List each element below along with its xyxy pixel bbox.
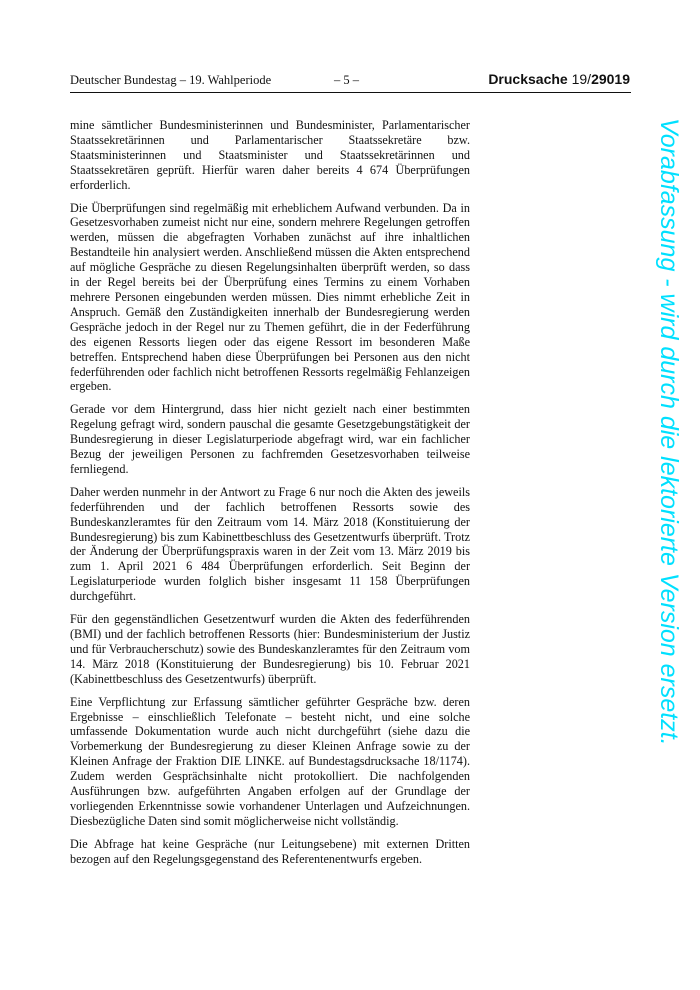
- paragraph-5: Für den gegenständlichen Gesetzentwurf wurden die Akten des federführenden (BMI) und der fachlich betroffenen Ressorts (hier: Bundesministerium der Justiz und für Verbraucherschutz) sowie des Bundeskanzleramtes für den Zeitraum vom 14. März 2018 (Konstituierung der Bundesregierung) bis 10. Februar 2021 (Kabinettbeschluss des Gesetzentwurfs) überprüft.: [70, 612, 470, 686]
- header-rule: [70, 92, 631, 93]
- page-header: [70, 71, 630, 91]
- document-number: [488, 71, 630, 87]
- paragraph-1: mine sämtlicher Bundesministerinnen und Bundesminister, Parlamentarischer Staatssekretärinnen und Parlamentarischer Staatssekretäre bzw. Staatsministerinnen und Staatsminister und Staatssekretärinnen und Staatssekretären geprüft. Hierfür waren daher bereits 4 674 Überprüfungen erforderlich.: [70, 118, 470, 192]
- paragraph-7: Die Abfrage hat keine Gespräche (nur Leitungsebene) mit externen Dritten bezogen auf den Regelungsgegenstand des Referentenentwurfs ergeben.: [70, 836, 470, 866]
- paragraph-6: Eine Verpflichtung zur Erfassung sämtlicher geführter Gespräche bzw. deren Ergebnisse – einschließlich Telefonate – besteht nicht, und eine solche umfassende Dokumentation wurde auch nicht durchgeführt (siehe dazu die Vorbemerkung der Bundesregierung zu dieser Kleinen Anfrage sowie zu der Kleinen Anfrage der Fraktion DIE LINKE. auf Bundestagsdrucksache 18/1174). Zudem werden Gesprächsinhalte nicht protokolliert. Die nachfolgenden Ausführungen bzw. aufgeführten Angaben erfolgen auf der Grundlage der vorliegenden Erkenntnisse sowie vorhandener Unterlagen und Aufzeichnungen. Diesbezügliche Daten sind somit möglicherweise nicht vollständig.: [70, 694, 470, 828]
- page-number: – 5 –: [334, 73, 359, 87]
- draft-watermark-text: Vorabfassung - wird durch die lektorierte Version ersetzt.: [655, 118, 683, 746]
- paragraph-2: Die Überprüfungen sind regelmäßig mit erheblichem Aufwand verbunden. Da in Gesetzesvorhaben zumeist nicht nur eine, sondern mehrere Regelungen getroffen werden, müssen die abgefragten Vorhaben zunächst auf ihre inhaltlichen Bestandteile hin analysiert werden. Anschließend müssen die Akten entsprechend auf mögliche Gespräche zu diesen Regelungsinhalten überprüft werden, so dass in der Regel bereits bei der Überprüfung eines Termins zu einem Vorhaben mehrere Personen eingebunden werden müssen. Dies nimmt erhebliche Zeit in Anspruch. Gemäß den Zuständigkeiten innerhalb der Bundesregierung werden Gespräche jedoch in der Regel nur zu Themen geführt, die in der Federführung des eigenen Ressorts liegen oder das eigene Ressort im besonderen Maße betreffen. Entsprechend haben diese Überprüfungen bei Personen aus den nicht federführenden oder fachlich nicht betroffenen Ressorts regelmäßig Fehlanzeigen ergeben.: [70, 200, 470, 394]
- draft-watermark: [649, 118, 689, 888]
- paragraph-3: Gerade vor dem Hintergrund, dass hier nicht gezielt nach einer bestimmten Regelung gefragt wird, sondern pauschal die gesamte Gesetzgebungstätigkeit der Bundesregierung in dieser Legislaturperiode abgefragt wird, war ein fachlicher Bezug der jeweiligen Personen zu fachfremden Gesetzesvorhaben teilweise fernliegend.: [70, 402, 470, 476]
- header-parliament-period: Deutscher Bundestag – 19. Wahlperiode: [70, 73, 272, 87]
- document-number-label: Drucksache: [488, 71, 568, 87]
- document-number-prefix: 19/: [571, 71, 592, 87]
- document-number-value: 29019: [591, 71, 630, 87]
- paragraph-4: Daher werden nunmehr in der Antwort zu Frage 6 nur noch die Akten des jeweils federführenden und der fachlich betroffenen Ressorts sowie des Bundeskanzleramtes für den Zeitraum vom 14. März 2018 (Konstituierung der Bundesregierung) bis zum Kabinettbeschluss des Gesetzentwurfs überprüft. Trotz der Änderung der Überprüfungspraxis waren in der Zeit vom 13. März 2019 bis zum 1. April 2021 6 484 Überprüfungen erforderlich. Seit Beginn der Legislaturperiode wurden folglich bisher insgesamt 11 158 Überprüfungen durchgeführt.: [70, 484, 470, 604]
- main-text: [70, 118, 470, 875]
